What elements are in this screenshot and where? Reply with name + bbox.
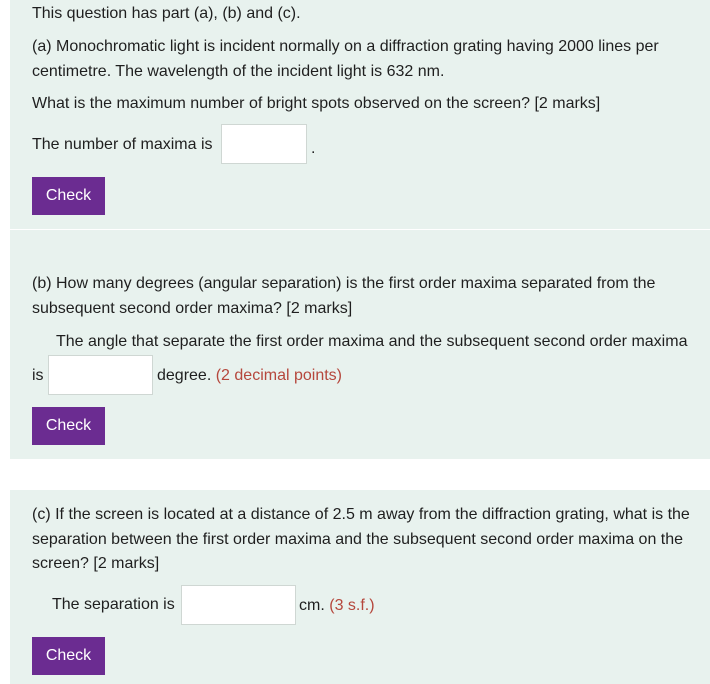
check-button-b[interactable]: Check	[32, 407, 105, 445]
answer-b-unit: degree.	[157, 367, 212, 384]
answer-c-input[interactable]	[181, 585, 296, 625]
question-card-c	[10, 490, 710, 684]
answer-c-hint: (3 s.f.)	[329, 597, 375, 614]
answer-c-unit: cm.	[299, 597, 325, 614]
answer-a-label: The number of maxima is	[32, 136, 213, 153]
answer-c-label: The separation is	[52, 596, 175, 613]
answer-c-unit-line	[299, 594, 375, 618]
answer-b-label: The angle that separate the first order maxima and the subsequent second order maxima	[56, 333, 688, 350]
question-card-b	[10, 230, 710, 459]
answer-a-suffix: .	[311, 140, 316, 157]
answer-b-label-cont: is	[32, 367, 44, 384]
question-b-text: (b) How many degrees (angular separation) is the first order maxima separated from the subsequent second order maxima? [2 marks]	[32, 275, 656, 317]
answer-a-input[interactable]	[221, 124, 307, 164]
question-a-text: (a) Monochromatic light is incident normally on a diffraction grating having 2000 lines per centimetre. The wavelength of the incident light is 632 nm.	[32, 38, 659, 80]
check-button-c[interactable]: Check	[32, 637, 105, 675]
check-button-a[interactable]: Check	[32, 177, 105, 215]
answer-b-input[interactable]	[48, 355, 153, 395]
answer-b-hint: (2 decimal points)	[215, 367, 342, 384]
question-card-a	[10, 0, 710, 229]
answer-b-unit-line	[157, 364, 342, 388]
question-a-prompt: What is the maximum number of bright spots observed on the screen? [2 marks]	[32, 95, 601, 112]
question-c-text: (c) If the screen is located at a distance of 2.5 m away from the diffraction grating, what is the separation between the first order maxima and the subsequent second order maxima on the screen? [2 marks]	[32, 506, 690, 572]
question-intro: This question has part (a), (b) and (c).	[32, 5, 301, 22]
